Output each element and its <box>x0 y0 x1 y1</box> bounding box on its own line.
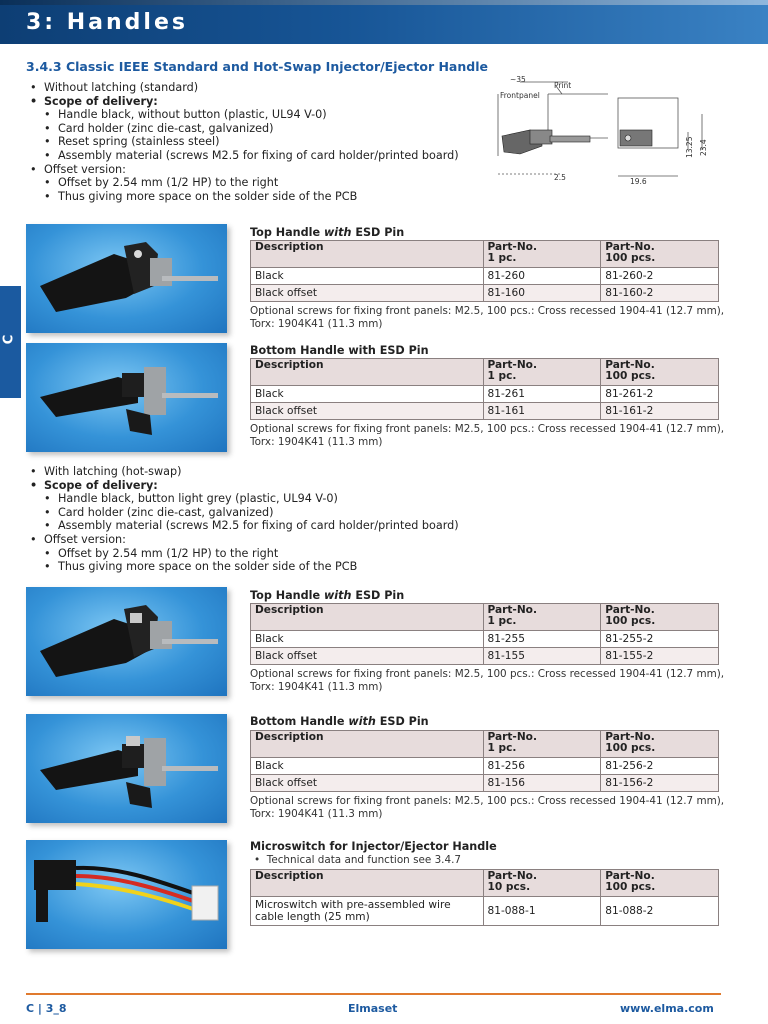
column-header: Description <box>251 604 484 631</box>
pcb-shape <box>550 136 590 142</box>
chapter-tab[interactable] <box>0 286 21 398</box>
table-cell: 81-156-2 <box>601 775 719 792</box>
table-cell: Black <box>251 268 484 285</box>
dim-label: 2.5 <box>554 173 566 182</box>
product-photo <box>26 587 227 696</box>
table-cell: 81-088-1 <box>483 897 601 926</box>
product-title: Top Handle with ESD Pin <box>250 589 405 602</box>
list-item: • Reset spring (stainless steel) <box>44 135 459 149</box>
list-item: • Without latching (standard) <box>30 81 459 95</box>
technical-drawing <box>490 74 720 186</box>
column-header: Part-No. 1 pc. <box>483 604 601 631</box>
table-cell: 81-160 <box>483 285 601 302</box>
list-item: • Offset version: <box>30 163 459 177</box>
table-cell: Microswitch with pre-assembled wire cable length (25 mm) <box>251 897 484 926</box>
table-cell: 81-156 <box>483 775 601 792</box>
footer-page-number: C | 3_8 <box>26 1002 67 1015</box>
table-cell: Black offset <box>251 775 484 792</box>
table-cell: 81-155-2 <box>601 648 719 665</box>
column-header: Description <box>251 241 484 268</box>
table-header-row <box>251 731 719 758</box>
table-row <box>251 897 719 926</box>
list-item: • Offset by 2.54 mm (1/2 HP) to the right <box>44 547 459 561</box>
column-header: Description <box>251 359 484 386</box>
table-cell: 81-261 <box>483 386 601 403</box>
header-band <box>0 0 768 44</box>
screw-note: Optional screws for fixing front panels: M2.5, 100 pcs.: Cross recessed 1904-41 (12.7 mm), Torx: 1904K41 (11.3 mm) <box>250 668 725 693</box>
chapter-tab-label: C <box>1 334 17 345</box>
list-item: • Assembly material (screws M2.5 for fixing of card holder/printed board) <box>44 149 459 163</box>
card-holder-shape <box>530 130 552 144</box>
column-header: Part-No. 100 pcs. <box>601 241 719 268</box>
table-row <box>251 631 719 648</box>
column-header: Description <box>251 870 484 897</box>
table-cell: 81-256 <box>483 758 601 775</box>
footer-url[interactable]: www.elma.com <box>620 1002 714 1015</box>
table-cell: 81-261-2 <box>601 386 719 403</box>
table-cell: 81-160-2 <box>601 285 719 302</box>
list-item: • Card holder (zinc die-cast, galvanized) <box>44 122 459 136</box>
table-cell: 81-260-2 <box>601 268 719 285</box>
table-header-row <box>251 359 719 386</box>
table-cell: 81-256-2 <box>601 758 719 775</box>
column-header: Part-No. 100 pcs. <box>601 359 719 386</box>
column-header: Part-No. 100 pcs. <box>601 604 719 631</box>
table-cell: 81-260 <box>483 268 601 285</box>
dim-label: Print <box>554 81 572 90</box>
product-title: Bottom Handle with ESD Pin <box>250 344 429 357</box>
list-item: • With latching (hot-swap) <box>30 465 459 479</box>
table-cell: 81-161-2 <box>601 403 719 420</box>
page-title: 3: Handles <box>26 10 188 35</box>
table-row <box>251 285 719 302</box>
screw-note: Optional screws for fixing front panels: M2.5, 100 pcs.: Cross recessed 1904-41 (12.7 mm), Torx: 1904K41 (11.3 mm) <box>250 305 725 330</box>
table-row <box>251 648 719 665</box>
footer-brand: Elmaset <box>348 1002 398 1015</box>
column-header: Part-No. 100 pcs. <box>601 731 719 758</box>
table-header-row <box>251 870 719 897</box>
table-cell: 81-155 <box>483 648 601 665</box>
list-item: • Scope of delivery: <box>30 95 459 109</box>
dim-label: 19.6 <box>630 177 647 186</box>
product-title: Top Handle with ESD Pin <box>250 226 405 239</box>
screw-note: Optional screws for fixing front panels: M2.5, 100 pcs.: Cross recessed 1904-41 (12.7 mm), Torx: 1904K41 (11.3 mm) <box>250 423 725 448</box>
column-header: Description <box>251 731 484 758</box>
column-header: Part-No. 1 pc. <box>483 731 601 758</box>
list-item: • Thus giving more space on the solder side of the PCB <box>44 190 459 204</box>
part-table <box>250 603 719 665</box>
dim-label: 23.4 <box>699 139 708 156</box>
product-title: Bottom Handle with ESD Pin <box>250 715 429 728</box>
product-photo <box>26 224 227 333</box>
table-cell: Black <box>251 631 484 648</box>
part-table <box>250 358 719 420</box>
part-table <box>250 730 719 792</box>
column-header: Part-No. 10 pcs. <box>483 870 601 897</box>
part-table <box>250 240 719 302</box>
screw-shape <box>625 135 631 141</box>
header-topline <box>0 0 768 5</box>
dim-label: ~35 <box>510 75 526 84</box>
dim-label: Frontpanel <box>500 91 540 100</box>
list-item: • Assembly material (screws M2.5 for fixing of card holder/printed board) <box>44 519 459 533</box>
table-cell: Black <box>251 758 484 775</box>
table-row <box>251 775 719 792</box>
column-header: Part-No. 1 pc. <box>483 241 601 268</box>
table-cell: Black offset <box>251 648 484 665</box>
table-header-row <box>251 241 719 268</box>
list-item: • Scope of delivery: <box>30 479 459 493</box>
product-title: Microswitch for Injector/Ejector Handle <box>250 840 497 853</box>
dim-label: 13.25 <box>685 136 694 158</box>
product-photo <box>26 343 227 452</box>
table-cell: Black <box>251 386 484 403</box>
table-cell: Black offset <box>251 403 484 420</box>
list-item: • Card holder (zinc die-cast, galvanized) <box>44 506 459 520</box>
table-cell: 81-255-2 <box>601 631 719 648</box>
list-item: • Handle black, without button (plastic, UL94 V-0) <box>44 108 459 122</box>
list-item: • Offset by 2.54 mm (1/2 HP) to the right <box>44 176 459 190</box>
table-row <box>251 403 719 420</box>
feature-list-hot-swap <box>30 465 459 574</box>
table-header-row <box>251 604 719 631</box>
product-photo <box>26 840 227 949</box>
product-photo <box>26 714 227 823</box>
table-row <box>251 268 719 285</box>
section-heading: 3.4.3 Classic IEEE Standard and Hot-Swap Injector/Ejector Handle <box>26 59 488 74</box>
table-cell: Black offset <box>251 285 484 302</box>
table-row <box>251 758 719 775</box>
table-row <box>251 386 719 403</box>
table-cell: 81-161 <box>483 403 601 420</box>
list-item: • Offset version: <box>30 533 459 547</box>
table-cell: 81-088-2 <box>601 897 719 926</box>
column-header: Part-No. 100 pcs. <box>601 870 719 897</box>
list-item: • Thus giving more space on the solder side of the PCB <box>44 560 459 574</box>
table-cell: 81-255 <box>483 631 601 648</box>
screw-note: Optional screws for fixing front panels: M2.5, 100 pcs.: Cross recessed 1904-41 (12.7 mm), Torx: 1904K41 (11.3 mm) <box>250 795 725 820</box>
footer-rule <box>26 993 721 995</box>
part-table <box>250 869 719 926</box>
column-header: Part-No. 1 pc. <box>483 359 601 386</box>
list-item: • Technical data and function see 3.4.7 <box>254 854 462 866</box>
feature-list-standard <box>30 81 459 203</box>
list-item: • Handle black, button light grey (plastic, UL94 V-0) <box>44 492 459 506</box>
